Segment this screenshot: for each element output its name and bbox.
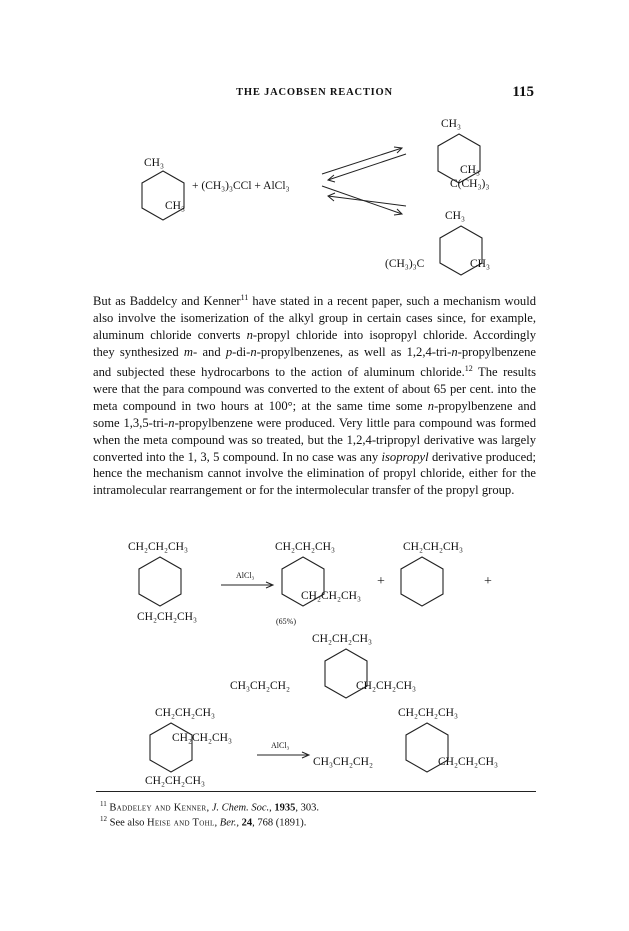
- footnote-authors: Baddeley and Kenner: [109, 802, 207, 814]
- plus-sign: +: [484, 574, 492, 589]
- product2-methyl: CH₃: [445, 210, 465, 222]
- benzene-ring-icon: [399, 556, 445, 608]
- text-run: - and: [193, 344, 226, 359]
- italic-p: p: [225, 344, 233, 359]
- reagents-text: + (CH₃)₃CCl + AlCl₃: [192, 180, 290, 192]
- page-header: [0, 84, 629, 108]
- footnote-mark: 12: [100, 815, 107, 823]
- italic-n: n: [250, 344, 257, 359]
- tri-propyl-left: CH₃CH₂CH₂: [230, 680, 290, 692]
- body-paragraph: [93, 290, 536, 499]
- page-number: 115: [512, 84, 534, 100]
- benzene-propyl-top: CH₂CH₂CH₃: [403, 541, 463, 553]
- meta-yield: (65%): [276, 617, 296, 626]
- product1-methyl: CH₃: [441, 118, 461, 130]
- footnote-11: $^{11}$ Baddeley and Kenner, J. Chem. Soc., 1935, 303.: [100, 800, 320, 814]
- text-run: -propylbenzene and some 1,3,5-tri-: [93, 398, 536, 430]
- reactant-propyl-top: CH₂CH₂CH₃: [155, 707, 215, 719]
- arrow-label-alcl3: AlCl₃: [271, 741, 290, 750]
- italic-n: n: [168, 415, 175, 430]
- product1-methyl-2: CH₃: [460, 164, 480, 176]
- footnote-mark: 11: [100, 800, 107, 808]
- benzene-ring-icon: [140, 170, 186, 222]
- footnote-ref-12: 12: [464, 363, 473, 373]
- benzene-ring-icon: [323, 648, 369, 700]
- running-head: THE JACOBSEN REACTION: [236, 87, 393, 98]
- italic-n: n: [246, 328, 253, 342]
- reactant-propyl-bottom: CH₂CH₂CH₃: [145, 775, 205, 787]
- text-run: -propylbenzenes, as well as 1,2,4-tri-: [256, 344, 452, 359]
- text-run: -propylbenzene were produced. Very little para compound was formed when the meta compound was so treated, but the 1,2,4-tripropyl derivative was largely converted into the 1, 3, 5 compound. In no case was any: [93, 415, 537, 464]
- product1-tert-butyl: C(CH₃)₃: [450, 178, 490, 190]
- footnote-volume: 24: [241, 817, 253, 829]
- product2-tert-butyl: (CH₃)₃C: [385, 258, 425, 270]
- text-run: -propyl chloride into isopropyl chloride. Accordingly they synthesized: [93, 328, 536, 359]
- italic-n: n: [427, 398, 435, 413]
- footnote-ref-11: 11: [240, 293, 249, 302]
- plus-sign: +: [377, 574, 385, 589]
- footnote-journal: , Ber.,: [214, 817, 240, 829]
- text-run: -di-: [232, 344, 251, 359]
- meta-propyl-side: CH₂CH₂CH₃: [301, 590, 361, 602]
- product-propyl-right: CH₂CH₂CH₃: [438, 756, 498, 768]
- footnote-journal: J. Chem. Soc.: [211, 802, 270, 814]
- italic-isopropyl: isopropyl: [381, 449, 429, 464]
- reactant-propyl-top: CH₂CH₂CH₃: [128, 541, 188, 553]
- footnote-text: See also: [109, 817, 147, 829]
- reactant-propyl-side: CH₂CH₂CH₃: [172, 732, 232, 744]
- reactant-propyl-bottom: CH₂CH₂CH₃: [137, 611, 197, 623]
- reaction-arrow-icon: [256, 751, 312, 759]
- tri-propyl-top: CH₂CH₂CH₃: [312, 633, 372, 645]
- footnote-rule: [96, 791, 536, 792]
- text-run: derivative produced; hence the mechanism cannot involve the elimination of propyl chloride, either for the intramolecular rearrangement or for the intermolecular transfer of the propyl group.: [93, 449, 536, 498]
- footnote-authors: Heise and Tohl: [146, 817, 215, 829]
- reactant-methyl-side: CH₃: [165, 200, 185, 212]
- reactant-methyl-top: CH₃: [144, 157, 164, 169]
- reaction-arrow-icon: [220, 581, 276, 589]
- meta-propyl-top: CH₂CH₂CH₃: [275, 541, 335, 553]
- benzene-ring-icon: [148, 722, 194, 774]
- tri-propyl-right: CH₂CH₂CH₃: [356, 680, 416, 692]
- text-run: The results were that the para compound was converted to the extent of about 65 per cent. into the meta compound in two hours at 100°; at the same time some: [93, 365, 536, 413]
- footnote-pages: , 303.: [295, 802, 320, 814]
- italic-n: n: [451, 344, 458, 359]
- footnote-12: [100, 812, 306, 831]
- arrow-label-alcl3: AlCl₃: [236, 571, 255, 580]
- footnote-text: , 768 (1891).: [252, 817, 307, 829]
- text-run: -propylbenzene and subjected these hydrocarbons to the action of aluminum chloride.: [93, 344, 536, 379]
- equilibrium-arrows-icon: [320, 140, 408, 220]
- italic-m: m: [183, 344, 194, 359]
- text-run: have stated in a recent paper, such a mechanism would also involve the isomerization of the alkyl group in certain cases since, for example, aluminum chloride converts: [93, 294, 536, 342]
- product-propyl-top: CH₂CH₂CH₃: [398, 707, 458, 719]
- text-run: But as Baddelcy and Kenner: [93, 294, 241, 309]
- product2-methyl-2: CH₃: [470, 258, 490, 270]
- benzene-ring-icon: [137, 556, 183, 608]
- product-propyl-left: CH₃CH₂CH₂: [313, 756, 373, 768]
- footnote-year: 1935: [274, 802, 296, 814]
